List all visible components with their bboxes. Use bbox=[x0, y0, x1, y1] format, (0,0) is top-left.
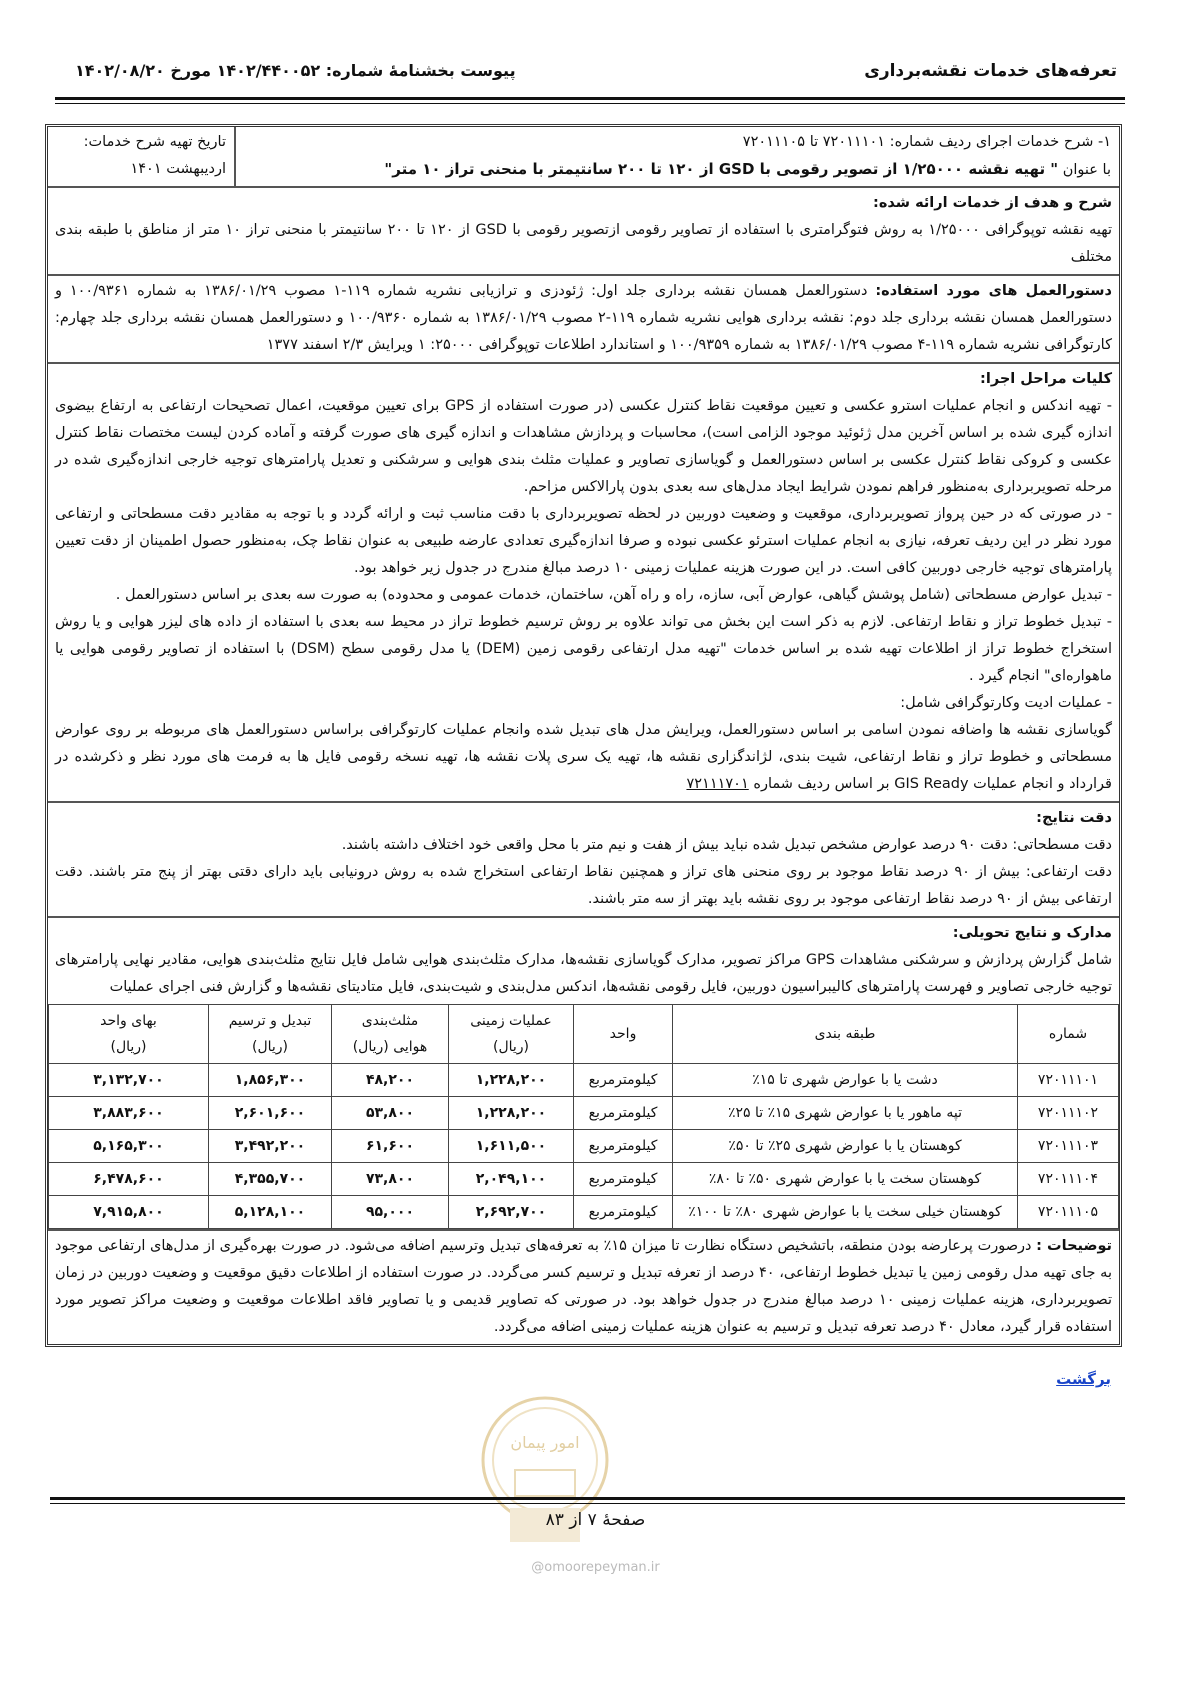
row-unit: کیلومترمربع bbox=[574, 1064, 673, 1097]
row-triangulation: ۴۸,۲۰۰ bbox=[332, 1064, 449, 1097]
service-row-range: ۱- شرح خدمات اجرای ردیف شماره: ۷۲۰۱۱۱۰۱ تا ۷۲۰۱۱۱۰۵ bbox=[742, 134, 1111, 150]
steps-paragraph-1: - تهیه اندکس و انجام عملیات استرو عکسی و تعیین موقعیت نقاط کنترل عکسی (در صورت استفاده از GPS برای تعیین موقعیت، اعمال تصحیحات ارتفاعی به ارتفاع بیضوی اندازه گیری شده بر اساس آخرین مدل ژئوئید موجود الزامی است)، محاسبات و پردازش مشاهدات و اندازه گیری های صورت گرفته و آماده کردن لیست مختصات نقاط کنترل عکسی و کروکی نقاط کنترل عکسی بر اساس دستورالعمل و گویاسازی تصاویر و عملیات مثلث بندی هوایی و سرشکنی و تعدیل پارامترهای توجیه خارجی اندازه‌گیری شده در مرحله تصویربرداری به‌منظور فراهم نمودن شرایط ایجاد مدل‌های سه بعدی بدون پارالاکس مزاحم. bbox=[55, 398, 1112, 495]
table-row bbox=[49, 1163, 1119, 1196]
seal-text: امور پیمان bbox=[510, 1433, 580, 1452]
header-title: تعرفه‌های خدمات نقشه‌برداری bbox=[864, 61, 1117, 81]
col-ground: عملیات زمینی (ریال) bbox=[449, 1005, 574, 1064]
date-label: تاریخ تهیه شرح خدمات: bbox=[83, 134, 226, 150]
row-price: ۷,۹۱۵,۸۰۰ bbox=[49, 1196, 209, 1229]
rates-table bbox=[48, 1004, 1119, 1229]
rates-header-row bbox=[49, 1005, 1119, 1064]
instructions-title: دستورالعمل های مورد استفاده: bbox=[875, 283, 1112, 299]
purpose-title: شرح و هدف از خدمات ارائه شده: bbox=[873, 195, 1112, 211]
service-date-cell bbox=[48, 127, 236, 186]
accuracy-planimetric: دقت مسطحاتی: دقت ۹۰ درصد عوارض مشخص تبدیل شده نباید بیش از هفت و نیم متر با محل واقعی خود اختلاف داشته باشند. bbox=[341, 837, 1112, 853]
col-unit-price: بهای واحد (ریال) bbox=[49, 1005, 209, 1064]
row-code: ۷۲۰۱۱۱۰۴ bbox=[1018, 1163, 1119, 1196]
notes-text: درصورت پرعارضه بودن منطقه، باتشخیص دستگاه نظارت تا میزان ۱۵٪ به تعرفه‌های تبدیل وترسیم اضافه می‌شود. در صورت بهره‌گیری از مدل‌های ارتفاعی موجود به جای تهیه مدل رقومی زمین یا تبدیل خطوط ارتفاعی، ۴۰ درصد از تعرفه تبدیل و ترسیم کسر می‌گردد. در صورت استفاده از اطلاعات دقیق موقعیت و وضعیت دوربین در زمان تصویربرداری، هزینه عملیات زمینی ۱۰ درصد مبالغ مندرج در جدول خواهد بود. در صورتی که تصاویر قدیمی و یا تصاویر فاقد اطلاعات موقعیت و وضعیت مراکز تصویر مورد استفاده قرار گیرد، معادل ۴۰ درصد تعرفه تبدیل و ترسیم به عنوان هزینه عملیات زمینی اضافه می‌گردد. bbox=[55, 1238, 1112, 1335]
row-class: کوهستان خیلی سخت یا با عوارض شهری ۸۰٪ تا ۱۰۰٪ bbox=[673, 1196, 1018, 1229]
col-code: شماره bbox=[1018, 1005, 1119, 1064]
row-unit: کیلومترمربع bbox=[574, 1163, 673, 1196]
col-triangulation: مثلث‌بندی هوایی (ریال) bbox=[332, 1005, 449, 1064]
footer-divider-thin bbox=[50, 1503, 1125, 1504]
steps-paragraph-3: - تبدیل عوارض مسطحاتی (شامل پوشش گیاهی، عوارض آبی، سازه، راه و راه آهن، ساختمان، خدمات عمومی و محدوده) به صورت سه بعدی بر اساس دستورالعمل . bbox=[115, 587, 1112, 603]
purpose-text: تهیه نقشه توپوگرافی ۱/۲۵۰۰۰ به روش فتوگرامتری با استفاده از تصاویر رقومی ازتصویر رقومی با GSD از ۱۲۰ تا ۲۰۰ سانتیمتر با منحنی تراز ۱۰ متر از مناطق با طبقه بندی مختلف bbox=[55, 222, 1113, 265]
service-description-form bbox=[45, 124, 1122, 1347]
accuracy-title: دقت نتایج: bbox=[1036, 810, 1112, 826]
row-conversion: ۵,۱۲۸,۱۰۰ bbox=[209, 1196, 332, 1229]
row-unit: کیلومترمربع bbox=[574, 1097, 673, 1130]
header-divider bbox=[55, 97, 1125, 100]
row-triangulation: ۹۵,۰۰۰ bbox=[332, 1196, 449, 1229]
rates-table-wrap bbox=[48, 1004, 1119, 1231]
purpose-section bbox=[48, 188, 1119, 276]
row-conversion: ۳,۴۹۲,۲۰۰ bbox=[209, 1130, 332, 1163]
accuracy-altimetric: دقت ارتفاعی: بیش از ۹۰ درصد نقاط موجود بر روی منحنی های تراز و همچنین نقاط ارتفاعی استخراج شده به روش درونیابی باید دارای دقتی بهتر از پنج متر باشند. دقت ارتفاعی بیش از ۹۰ درصد نقاط ارتفاعی موجود بر روی نقشه باید بهتر از سه متر باشند. bbox=[55, 864, 1113, 907]
instructions-section bbox=[48, 276, 1119, 364]
service-title-prefix: با عنوان bbox=[1058, 162, 1111, 178]
row-code: ۷۲۰۱۱۱۰۳ bbox=[1018, 1130, 1119, 1163]
row-ground: ۱,۲۲۸,۲۰۰ bbox=[449, 1064, 574, 1097]
row-code: ۷۲۰۱۱۱۰۱ bbox=[1018, 1064, 1119, 1097]
steps-paragraph-4: - تبدیل خطوط تراز و نقاط ارتفاعی. لازم به ذکر است این بخش می تواند علاوه بر روش ترسیم خطوط تراز در محیط سه بعدی با استفاده از داده های لیزر هوایی و یا روش استخراج خطوط تراز از اطلاعات تهیه شده بر اساس خدمات "تهیه مدل ارتفاعی رقومی زمین (DEM) یا مدل رقومی سطح (DSM) با استفاده از تصاویر رقومی هوایی یا ماهواره‌ای" انجام گیرد . bbox=[55, 614, 1112, 684]
row-price: ۵,۱۶۵,۳۰۰ bbox=[49, 1130, 209, 1163]
steps-paragraph-2: - در صورتی که در حین پرواز تصویربرداری، موقعیت و وضعیت دوربین در لحظه تصویربرداری با دقت مناسب ثبت و ارائه گردد و با توجه به مقادیر دقت مسطحاتی و ارتفاعی مورد نظر در این ردیف تعرفه، نیازی به انجام عملیات استرئو عکسی نبوده و صرفا اندازه‌گیری تعدادی عارضه طبیعی به عنوان نقاط چک، به‌منظور حصول اطمینان از دقت تعیین پارامترهای توجیه خارجی دوربین کافی است. در این صورت هزینه عملیات زمینی ۱۰ درصد مبالغ مندرج در جدول زیر خواهد بود. bbox=[55, 506, 1112, 576]
row-ground: ۱,۶۱۱,۵۰۰ bbox=[449, 1130, 574, 1163]
row-price: ۳,۱۳۲,۷۰۰ bbox=[49, 1064, 209, 1097]
row-class: کوهستان سخت یا با عوارض شهری ۵۰٪ تا ۸۰٪ bbox=[673, 1163, 1018, 1196]
row-conversion: ۱,۸۵۶,۳۰۰ bbox=[209, 1064, 332, 1097]
row-triangulation: ۷۳,۸۰۰ bbox=[332, 1163, 449, 1196]
footer-divider bbox=[50, 1497, 1125, 1500]
table-row bbox=[49, 1097, 1119, 1130]
row-ground: ۱,۲۲۸,۲۰۰ bbox=[449, 1097, 574, 1130]
accuracy-section bbox=[48, 803, 1119, 918]
header-divider-thin bbox=[55, 103, 1125, 104]
table-row bbox=[49, 1064, 1119, 1097]
row-class: دشت یا با عوارض شهری تا ۱۵٪ bbox=[673, 1064, 1018, 1097]
service-title-row bbox=[48, 127, 1119, 188]
row-unit: کیلومترمربع bbox=[574, 1196, 673, 1229]
row-class: کوهستان یا با عوارض شهری ۲۵٪ تا ۵۰٪ bbox=[673, 1130, 1018, 1163]
service-title-cell bbox=[236, 127, 1119, 186]
back-link[interactable]: برگشت bbox=[1056, 1370, 1111, 1388]
row-ground: ۲,۶۹۲,۷۰۰ bbox=[449, 1196, 574, 1229]
page-header bbox=[75, 55, 1117, 89]
col-class: طبقه بندی bbox=[673, 1005, 1018, 1064]
steps-paragraph-5: - عملیات ادیت وکارتوگرافی شامل: bbox=[900, 695, 1112, 711]
row-class: تپه ماهور یا با عوارض شهری ۱۵٪ تا ۲۵٪ bbox=[673, 1097, 1018, 1130]
row-conversion: ۴,۳۵۵,۷۰۰ bbox=[209, 1163, 332, 1196]
instructions-text: دستورالعمل همسان نقشه برداری جلد اول: ژئودزی و ترازیابی نشریه شماره ۱۱۹-۱ مصوب ۱۳۸۶/۰۱/۲۹ به شماره ۱۰۰/۹۳۶۱ و دستورالعمل همسان نقشه برداری جلد دوم: نقشه برداری هوایی نشریه شماره ۱۱۹-۲ مصوب ۱۳۸۶/۰۱/۲۹ به شماره ۱۰۰/۹۳۶۰ و دستورالعمل همسان نقشه برداری جلد چهارم: کارتوگرافی نشریه شماره ۱۱۹-۴ مصوب ۱۳۸۶/۰۱/۲۹ به شماره ۱۰۰/۹۳۵۹ و استاندارد اطلاعات توپوگرافی ۲۵۰۰۰: ۱ ویرایش ۲/۳ اسفند ۱۳۷۷ bbox=[55, 283, 1113, 353]
row-unit: کیلومترمربع bbox=[574, 1130, 673, 1163]
header-reference: پیوست بخشنامهٔ شماره: ۱۴۰۲/۴۴۰۰۵۲ مورخ ۱۴۰۲/۰۸/۲۰ bbox=[75, 61, 516, 80]
date-value: اردیبهشت ۱۴۰۱ bbox=[130, 161, 226, 177]
notes-section bbox=[48, 1231, 1119, 1344]
steps-paragraph-6 bbox=[55, 717, 1112, 798]
row-triangulation: ۶۱,۶۰۰ bbox=[332, 1130, 449, 1163]
table-row bbox=[49, 1196, 1119, 1229]
col-unit: واحد bbox=[574, 1005, 673, 1064]
page-number: صفحهٔ ۷ از ۸۳ bbox=[545, 1510, 646, 1530]
notes-title: توضیحات : bbox=[1036, 1238, 1112, 1254]
steps-title: کلیات مراحل اجرا: bbox=[980, 371, 1112, 387]
service-title bbox=[244, 156, 1111, 184]
service-title-bold: " تهیه نقشه ۱/۲۵۰۰۰ از تصویر رقومی با GSD از ۱۲۰ تا ۲۰۰ سانتیمتر با منحنی تراز ۱۰ متر" bbox=[384, 160, 1059, 178]
row-ground: ۲,۰۴۹,۱۰۰ bbox=[449, 1163, 574, 1196]
gis-ready-row-link[interactable]: ۷۲۱۱۱۷۰۱ bbox=[686, 776, 749, 792]
row-code: ۷۲۰۱۱۱۰۲ bbox=[1018, 1097, 1119, 1130]
site-watermark: @omoorepeyman.ir bbox=[531, 1560, 660, 1575]
deliverables-text: شامل گزارش پردازش و سرشکنی مشاهدات GPS مراکز تصویر، مدارک گویاسازی نقشه‌ها، مدارک مثلث‌بندی هوایی شامل فایل نتایج مثلث‌بندی هوایی، مقادیر نهایی پارامترهای توجیه خارجی تصاویر و فهرست پارامترهای کالیبراسیون دوربین، فایل رقومی نقشه‌ها، اندکس مدل‌بندی و شیت‌بندی، فایل متادیتای نقشه‌ها و گزارش فنی اجرای عملیات bbox=[55, 952, 1113, 995]
deliverables-title: مدارک و نتایج تحویلی: bbox=[952, 925, 1112, 941]
table-row bbox=[49, 1130, 1119, 1163]
row-conversion: ۲,۶۰۱,۶۰۰ bbox=[209, 1097, 332, 1130]
steps-section bbox=[48, 364, 1119, 803]
row-triangulation: ۵۳,۸۰۰ bbox=[332, 1097, 449, 1130]
steps-paragraph-6-text: گویاسازی نقشه ها واضافه نمودن اسامی بر اساس دستورالعمل، ویرایش مدل های تبدیل شده وانجام عملیات کارتوگرافی براساس دستورالعمل های مربوطه بر روی عوارض مسطحاتی و خطوط تراز و نقاط ارتفاعی، شیت بندی، لژاندگزاری نقشه ها، تهیه یک سری پلات نقشه ها، تهیه نسخه رقومی فایل ها به فرمت های مورد نظر و ذکرشده در قرارداد و انجام عملیات GIS Ready بر اساس ردیف شماره bbox=[55, 722, 1112, 792]
row-code: ۷۲۰۱۱۱۰۵ bbox=[1018, 1196, 1119, 1229]
row-price: ۳,۸۸۳,۶۰۰ bbox=[49, 1097, 209, 1130]
col-conversion: تبدیل و ترسیم (ریال) bbox=[209, 1005, 332, 1064]
deliverables-section bbox=[48, 918, 1119, 1004]
row-price: ۶,۴۷۸,۶۰۰ bbox=[49, 1163, 209, 1196]
